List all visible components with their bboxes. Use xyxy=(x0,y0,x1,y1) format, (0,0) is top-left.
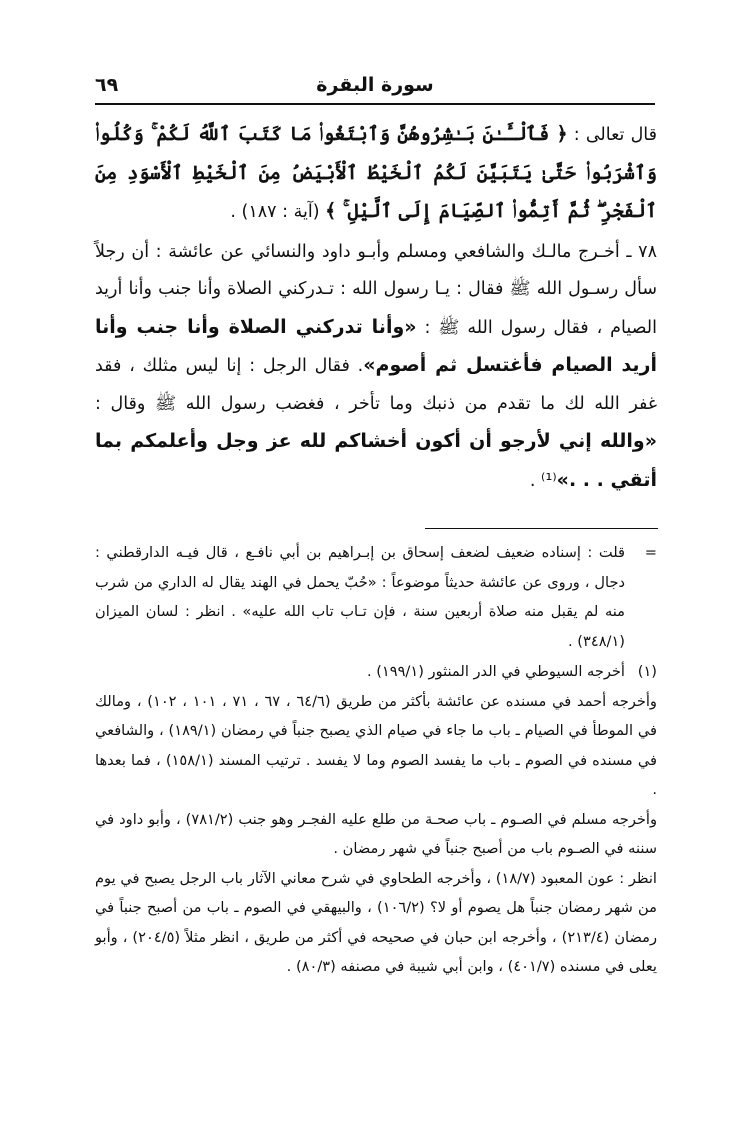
hadith-quote-2: «والله إني لأرجو أن أكون أخشاكم لله عز وجل وأعلمكم بما أتقي . . .» xyxy=(95,430,657,491)
verse-intro: قال تعالى : xyxy=(573,125,657,145)
hadith-text-2: . فقال الرجل : إنا ليس مثلك ، فقد غفر الله لك ما تقدم من ذنبك وما تأخر ، فغضب رسول الله ﷺ وقال : xyxy=(95,356,657,414)
quran-verse: ﴿ فَٱلْـَٔـٰنَ بَـٰشِرُوهُنَّ وَٱبْتَغُوا۟ مَا كَتَبَ ٱللَّهُ لَكُمْ ۚ وَكُلُوا۟ وَٱشْرَبُوا۟ حَتَّىٰ يَتَبَيَّنَ لَكُمُ ٱلْخَيْطُ ٱلْأَبْيَضُ مِنَ ٱلْخَيْطِ ٱلْأَسْوَدِ مِنَ ٱلْفَجْرِ ۖ ثُمَّ أَتِمُّوا۟ ٱلصِّيَامَ إِلَى ٱلَّيْلِ ۚ ﴾ xyxy=(95,123,657,222)
footnote-ref: ⁽¹⁾ . xyxy=(529,470,557,491)
continuation-text: قلت : إسناده ضعيف لضعف إسحاق بن إبـراهيم بن أبي نافـع ، قال فيـه الدارقطني : دجال ، وروى عن عائشة حديثاً موضوعاً : «حُبّ يحمل في الهند يقال له الداري من شرب منه لم يقبل منه صلاة أربعين سنة ، فإن تـاب تاب الله عليه» . انظر : لسان الميزان (٣٤٨/١) . xyxy=(95,544,625,650)
page-number: ٦٩ xyxy=(95,74,119,96)
continuation-marker: = xyxy=(644,544,657,561)
footnote-1-para-3: وأخرجه مسلم في الصـوم ـ باب صحـة من طلع عليه الفجـر وهو جنب (٧٨١/٢) ، وأبو داود في سننه في الصـوم باب من أصبح جنباً في شهر رمضان . xyxy=(95,810,657,857)
main-text xyxy=(95,116,657,500)
hadith-paragraph xyxy=(95,234,657,501)
footnote-1-para-2: وأخرجه أحمد في مسنده عن عائشة بأكثر من طريق (٦٤/٦ ، ٦٧ ، ٧١ ، ١٠١ ، ١٠٢) ، ومالك في الموطأ في الصيام ـ باب ما جاء في صيام الذي يصبح جنباً في رمضان (١٨٩/١) ، والشافعي في مسنده في الصوم ـ باب ما يفسد الصوم وما لا يفسد . ترتيب المسند (١٥٨/١) ، فما بعدها . xyxy=(95,692,657,798)
footnote-1-marker: (١) xyxy=(637,663,657,680)
surah-title: سورة البقرة xyxy=(316,74,434,96)
verse-reference: (آية : ١٨٧) . xyxy=(230,202,320,222)
footnote-divider xyxy=(425,528,658,529)
footnote-1 xyxy=(95,657,657,687)
verse-paragraph xyxy=(95,116,657,232)
footnote-continuation xyxy=(95,538,657,656)
footnote-1-para-4: انظر : عون المعبود (١٨/٧) ، وأخرجه الطحاوي في شرح معاني الآثار باب الرجل يصبح في يوم من شهر رمضان جنباً هل يصوم أو لا؟ (١٠٦/٢) ، والبيهقي في الصوم ـ باب من أصبح جنباً في رمضان (٢١٣/٤) ، وأخرجه ابن حبان في صحيحه في أكثر من طريق ، انظر مثلاً (٢٠٤/٥) ، وأبو يعلى في مسنده (٤٠١/٧) ، وابن أبي شيبة في مصنفه (٨٠/٣) . xyxy=(95,869,657,975)
footnote-1-body xyxy=(95,687,657,982)
hadith-text-1: أخـرج مالـك والشافعي ومسلم وأبـو داود والنسائي عن عائشة : أن رجلاً سأل رسـول الله ﷺ فقال : يـا رسول الله : تـدركني الصلاة وأنا جنب وأنا أريد الصيام ، فقال رسول الله ﷺ : xyxy=(95,241,657,338)
hadith-number: ٧٨ ـ xyxy=(626,241,657,262)
header-divider xyxy=(95,103,655,105)
hadith-quote-1: «وأنا تدركني الصلاة وأنا جنب وأنا أريد الصيام فأغتسل ثم أصوم» xyxy=(95,315,658,376)
footnotes xyxy=(95,538,657,982)
page-header xyxy=(95,72,655,102)
footnote-1-line: أخرجه السيوطي في الدر المنثور (١٩٩/١) . xyxy=(366,663,625,680)
